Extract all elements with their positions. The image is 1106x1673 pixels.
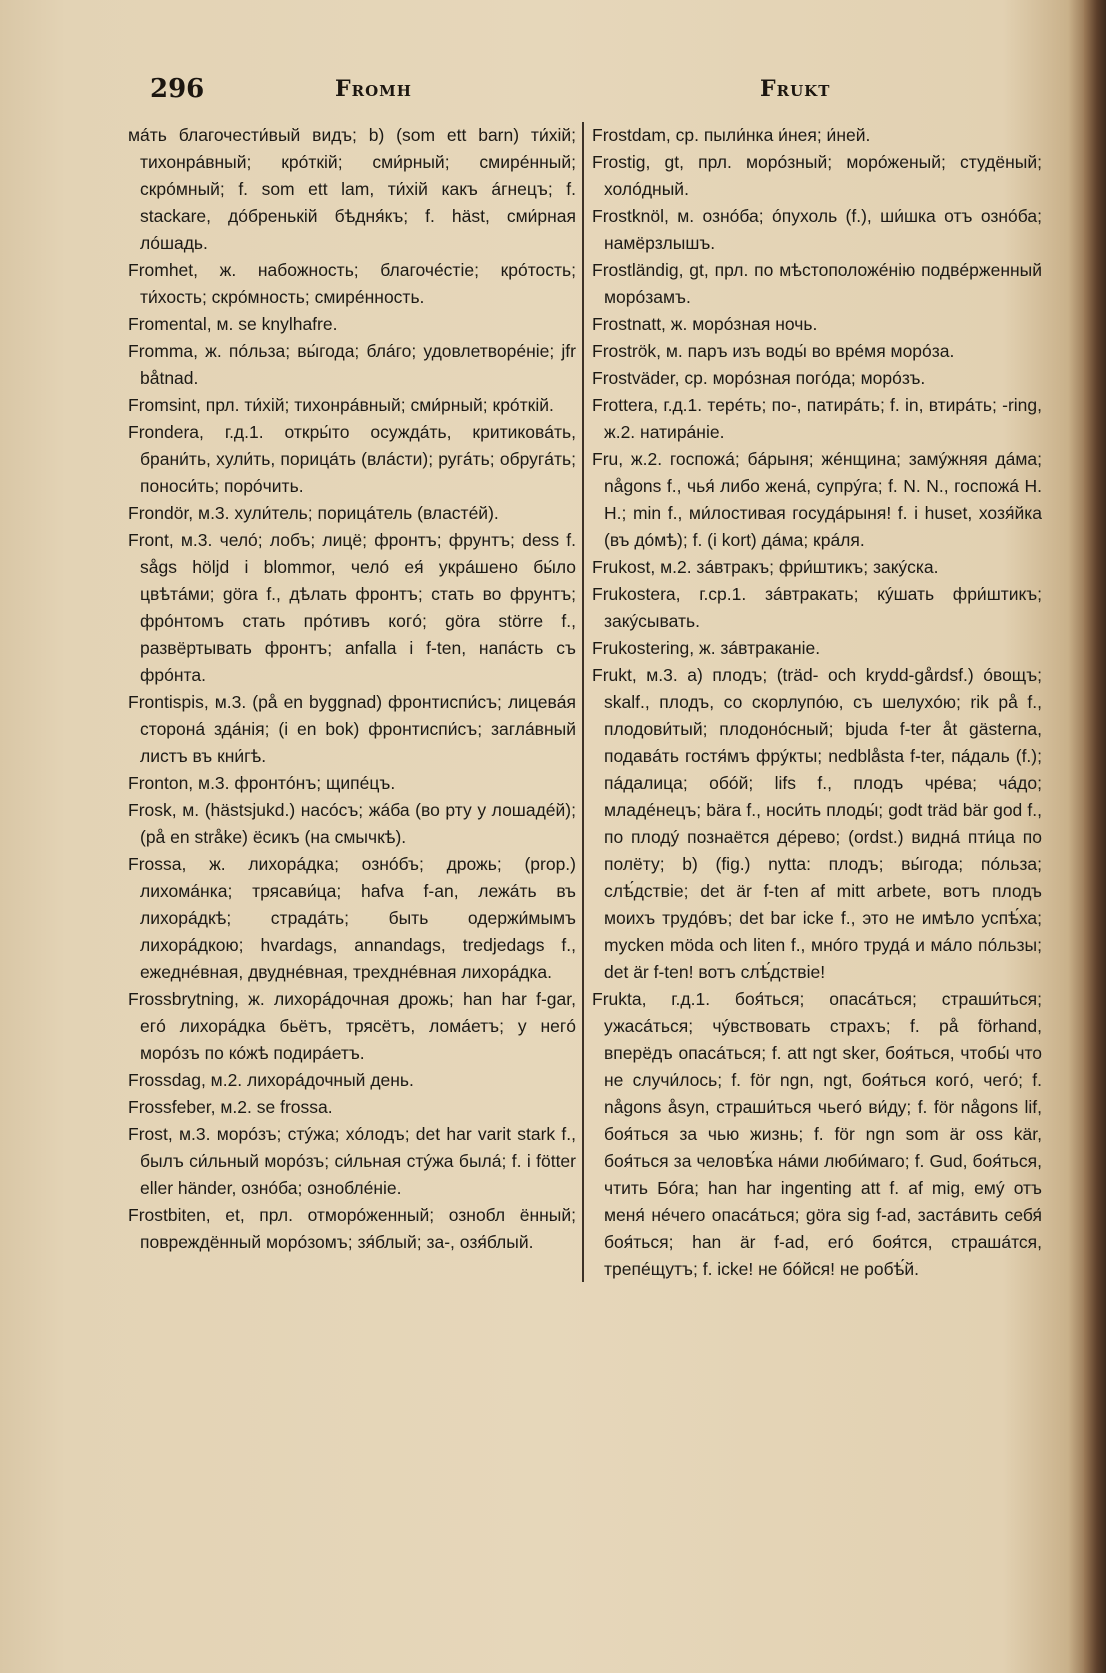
entry: Fromsint, прл. ти́хій; тихонрáвный; сми́рный; крóткій. [128,395,554,415]
left-running-head: Fromh [335,76,412,102]
entry: Fromma, ж. пóльза; вы́года; блáго; удовлетворéніе; jfr båtnad. [128,341,576,388]
entry: Frossfeber, м.2. se frossa. [128,1097,333,1117]
entry: Frost, м.3. морóзъ; стýжа; хóлодъ; det har varit stark f., былъ си́льный морóзъ; си́льная стýжа былá; f. i fötter eller händer, ознóба; озноблéніе. [128,1124,576,1198]
entry: Frukt, м.3. a) плодъ; (träd- och krydd-gårdsf.) óвощъ; skalf., плодъ, со скорлупóю, съ шелухóю; rik på f., плодови́тый; плодонóсный; bjuda f-ter åt gästerna, подавáть гостя́мъ фрýкты; nedblåsta f-ter, пáдаль (f.); пáдалица; обóй; lifs f., плодъ чрéва; чáдо; младéнецъ; bära f., носи́ть плоды́; godt träd bär god f., по плодý познаётся дéрево; (ordst.) виднá пти́ца по полёту; b) (fig.) nytta: плодъ; вы́года; пóльза; слѣ́дствіе; det är f-ten af mitt arbete, вотъ плодъ моихъ трудóвъ; det bar icke f., это не имѣло успѣ́ха; mycken möda och liten f., мнóго трудá и мáло пóльзы; det är f-ten! вотъ слѣ́дствіе! [592,665,1042,982]
entry: Fronton, м.3. фронтóнъ; щипéцъ. [128,773,396,793]
entry: Frostig, gt, прл. морóзный; морóженый; студёный; холóдный. [592,152,1042,199]
entry: Fru, ж.2. госпожá; бáрыня; жéнщина; замýжняя дáма; någons f., чья́ либо женá, супрýга; f. N. N., госпожá Н. Н.; min f., ми́лостивая госудáрыня! f. i huset, хозя́йка (въ дóмѣ); f. (i kort) дáма; крáля. [592,449,1042,550]
entry: Frostdam, ср. пыли́нка и́нея; и́ней. [592,125,871,145]
left-column [128,122,576,1256]
entry: Front, м.3. челó; лобъ; лицё; фронтъ; фрунтъ; dess f. sågs höljd i blommor, челó ея́ укрáшено бы́ло цвѣтáми; göra f., дѣлать фронтъ; стать во фрунтъ; фрóнтомъ стать прóтивъ когó; göra större f., развёртывать фронтъ; anfalla i f-ten, напáсть съ фрóнта. [128,530,576,685]
right-column [592,122,1042,1283]
entry: Frostväder, ср. морóзная погóда; морóзъ. [592,368,926,388]
column-divider [582,122,584,1282]
entry: Frosk, м. (hästsjukd.) насóсъ; жáба (во рту у лошадéй); (på en stråke) ёсикъ (на смычкѣ). [128,800,576,847]
entry: мáть благочести́вый видъ; b) (som ett barn) ти́хій; тихонрáвный; крóткій; сми́рный; смирéнный; скрóмный; f. som ett lam, ти́хій какъ áгнецъ; f. stackare, дóбренькій бѣдня́къ; f. häst, сми́рная лóшадь. [128,125,576,253]
entry: Fromhet, ж. набожность; благочéстіе; крóтость; ти́хость; скрóмность; смирéнность. [128,260,576,307]
entry: Frukost, м.2. зáвтракъ; фри́штикъ; закýска. [592,557,939,577]
entry: Frottera, г.д.1. терéть; по-, патирáть; f. in, втирáть; -ring, ж.2. натирáніе. [592,395,1042,442]
entry: Fromental, м. se knylhafre. [128,314,338,334]
entry: Frostbiten, et, прл. отморóженный; ознобл ённый; повреждённый морóзомъ; зя́блый; за-, озя́блый. [128,1205,576,1252]
entry: Frukostering, ж. зáвтракaніе. [592,638,821,658]
page-number: 296 [150,74,205,104]
entry: Frossa, ж. лихорáдка; ознóбъ; дрожь; (prop.) лихомáнка; трясави́ца; hafva f-an, лежáть въ лихорáдкѣ; страдáть; быть одержи́мымъ лихорáдкою; hvardags, annandags, tredjedags f., ежеднéвная, двуднéвная, трехднéвная лихорáдка. [128,854,576,982]
entry: Frukostera, г.ср.1. зáвтракать; кýшать фри́штикъ; закýсывать. [592,584,1042,631]
entry: Frossbrytning, ж. лихорáдочная дрожь; han har f-gar, егó лихорáдка бьётъ, трясётъ, ломáетъ; у негó морóзъ по кóжѣ подирáетъ. [128,989,576,1063]
entry: Frondera, г.д.1. откры́то осуждáть, критиковáть, брани́ть, хули́ть, порицáть (влáсти); ругáть; обругáть; поноси́ть; порóчить. [128,422,576,496]
entry: Froströk, м. паръ изъ воды́ во врéмя морóза. [592,341,955,361]
book-spine-edge [1084,0,1106,1673]
entry: Frostknöl, м. ознóба; óпухоль (f.), ши́шка отъ ознóба; намёрзлышъ. [592,206,1042,253]
entry: Frostländig, gt, прл. по мѣстоположéнію подвéрженный морóзамъ. [592,260,1042,307]
entry: Frossdag, м.2. лихорáдочный день. [128,1070,414,1090]
entry: Frukta, г.д.1. боя́ться; опасáться; страши́ться; ужасáться; чýвствовать страхъ; f. på förhand, вперёдъ опасáться; f. att ngt sker, боя́ться, чтобы́ что не случи́лось; f. för ngn, ngt, боя́ться когó, чегó; f. någons åsyn, страши́ться чьегó ви́ду; f. för någons lif, боя́ться за чью жизнь; f. för ngn som är oss kär, боя́ться за человѣ́ка нáми люби́маго; f. Gud, боя́ться, чтить Бóга; han har ingenting att f. af mig, емý отъ меня́ нéчего опасáться; göra sig f-ad, застáвить себя́ боя́ться; han är f-ad, егó боя́тся, страшáтся, трепéщутъ; f. icke! не бóйся! не робѣ́й. [592,989,1042,1279]
entry: Frontispis, м.3. (på en byggnad) фронтиспи́съ; лицевáя сторонá здáнія; (i en bok) фронтиспи́съ; заглáвный листъ въ кни́гѣ. [128,692,576,766]
page-header [150,74,830,110]
entry: Frondör, м.3. хули́тель; порицáтель (властéй). [128,503,499,523]
entry: Frostnatt, ж. морóзная ночь. [592,314,818,334]
right-running-head: Frukt [760,76,831,102]
